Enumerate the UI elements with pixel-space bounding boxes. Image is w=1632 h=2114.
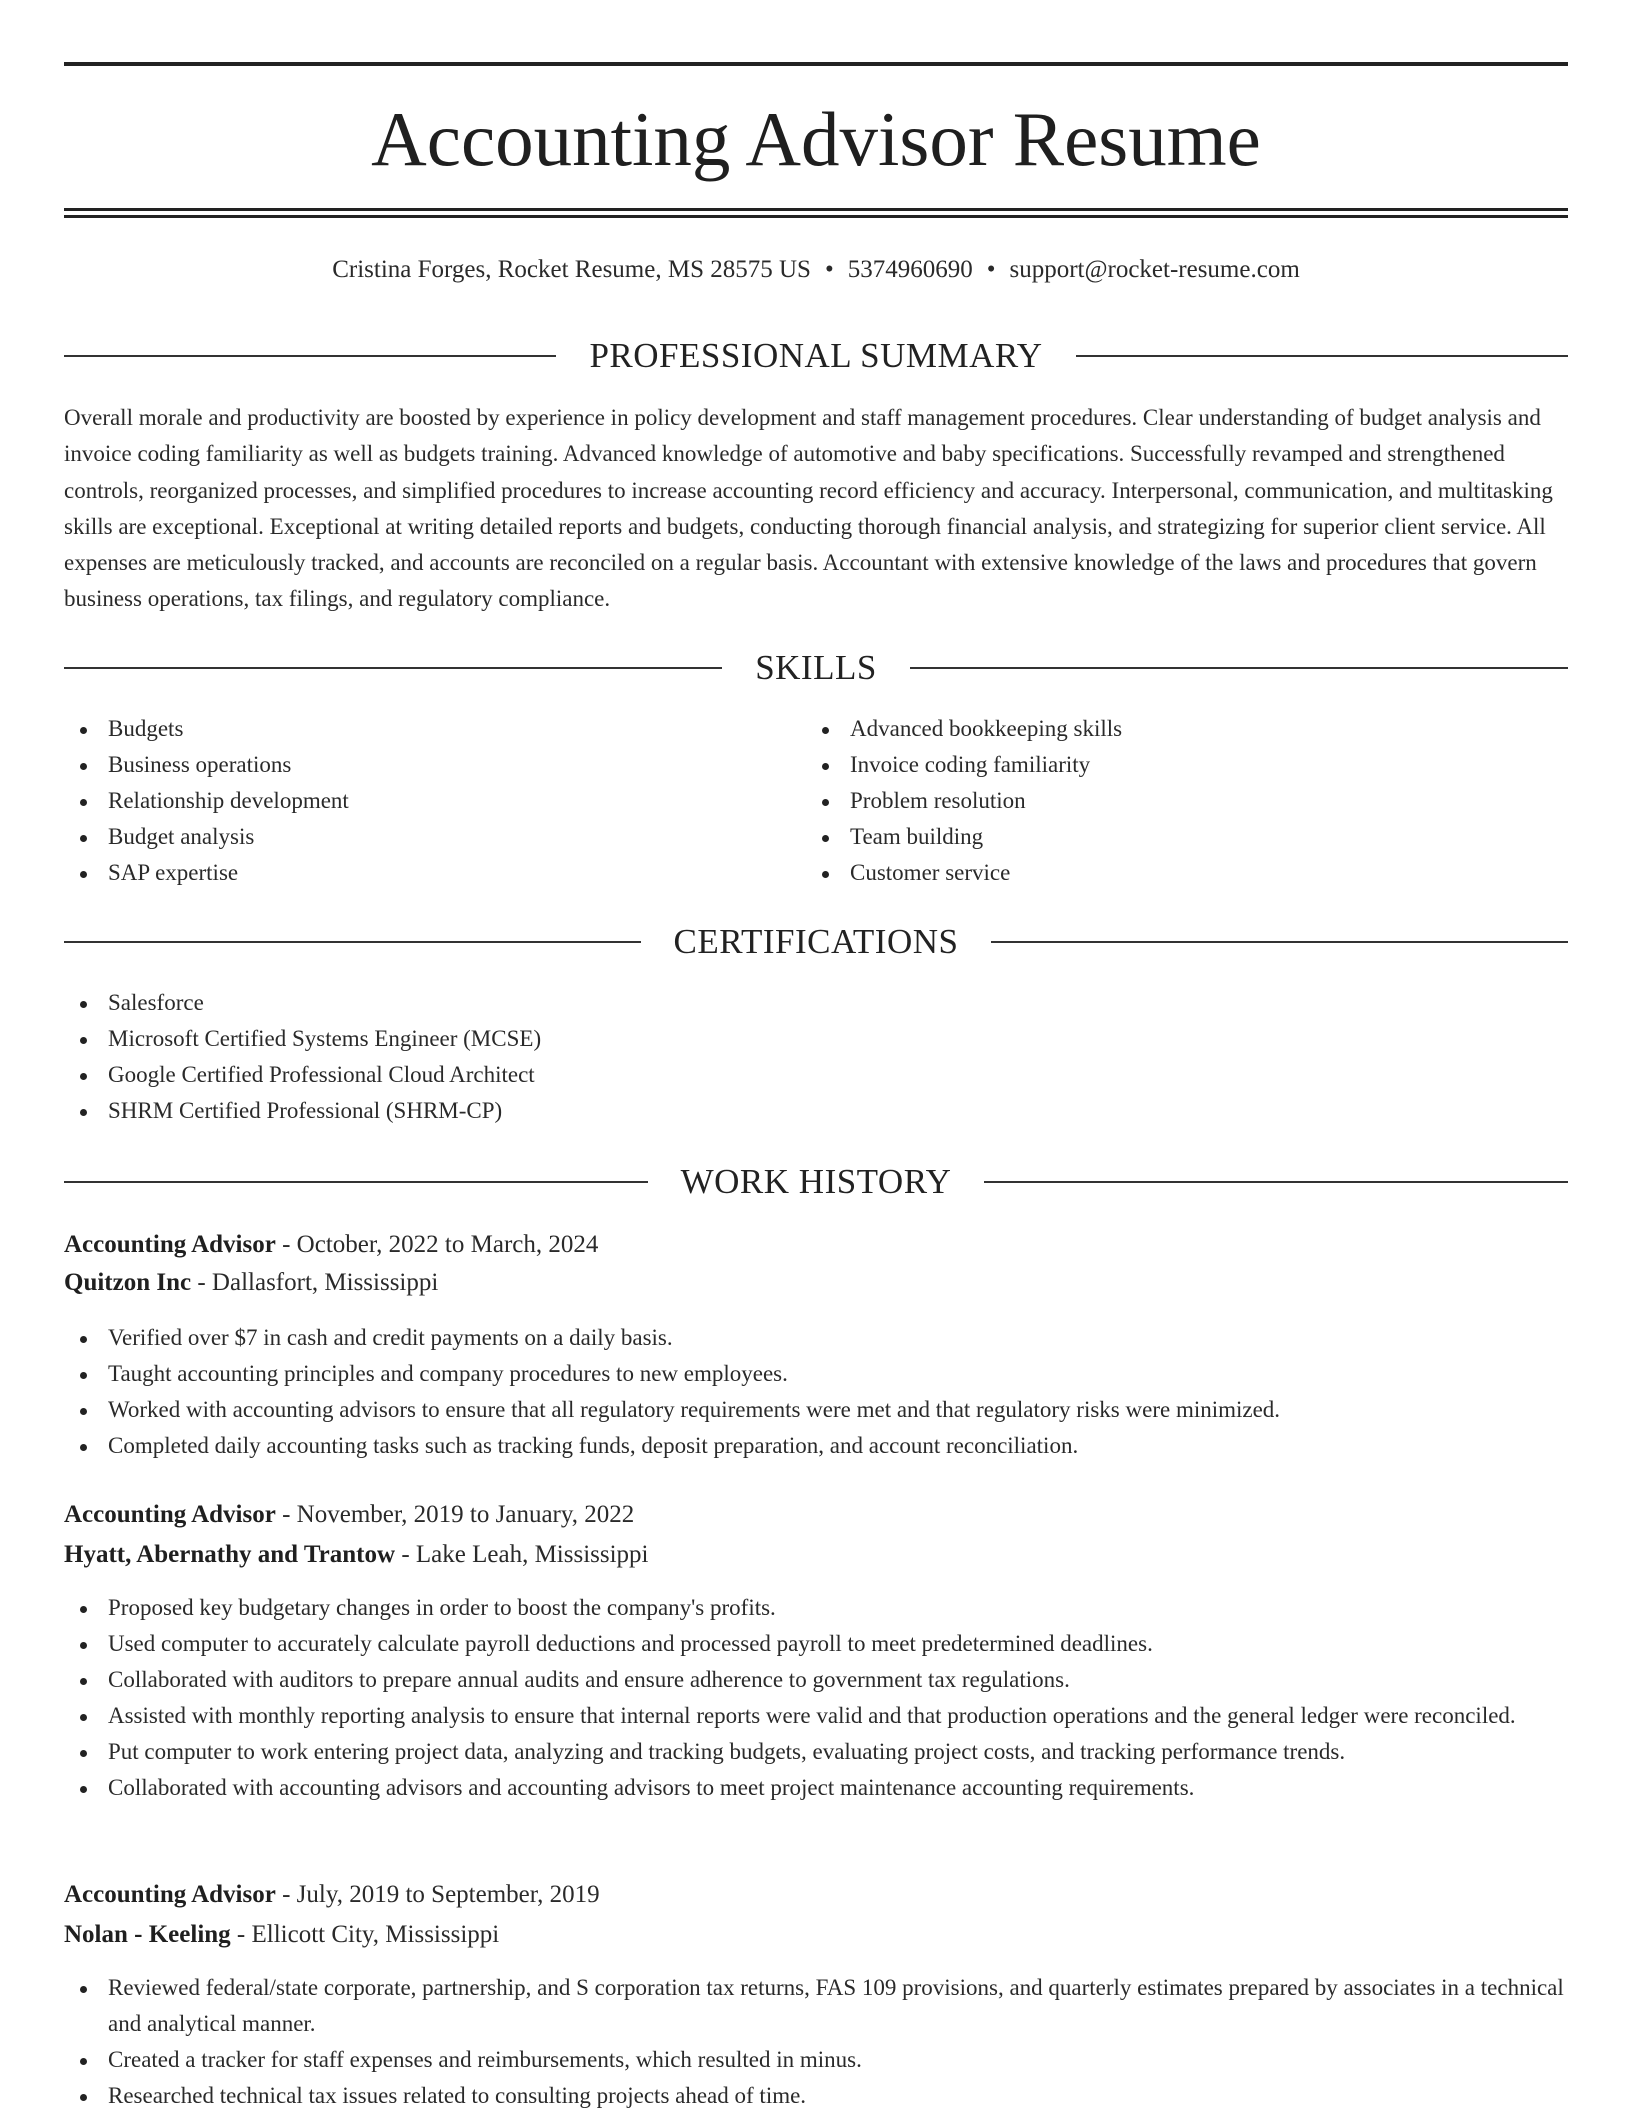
list-item: Put computer to work entering project data, analyzing and tracking budgets, evaluating project costs, and tracking performance trends. xyxy=(64,1734,1568,1770)
job-title-line xyxy=(64,1496,1568,1534)
list-item: Customer service xyxy=(806,855,1506,891)
divider-line xyxy=(64,941,641,943)
section-title: PROFESSIONAL SUMMARY xyxy=(589,336,1043,375)
list-item: Verified over $7 in cash and credit payments on a daily basis. xyxy=(64,1320,1568,1356)
divider-line xyxy=(910,667,1568,669)
section-title: SKILLS xyxy=(755,648,877,687)
section-title: WORK HISTORY xyxy=(680,1162,952,1201)
list-item: Worked with accounting advisors to ensure that all regulatory requirements were met and that regulatory risks were minimized. xyxy=(64,1392,1568,1428)
list-item: SHRM Certified Professional (SHRM-CP) xyxy=(64,1093,1568,1129)
job-title: Accounting Advisor xyxy=(64,1881,276,1908)
contact-line xyxy=(64,253,1568,287)
list-item: Google Certified Professional Cloud Architect xyxy=(64,1057,1568,1093)
job-company: Quitzon Inc xyxy=(64,1269,192,1296)
list-item: Collaborated with auditors to prepare annual audits and ensure adherence to government tax regulations. xyxy=(64,1662,1568,1698)
job-bullets xyxy=(64,1320,1568,1464)
job-location: - Lake Leah, Mississippi xyxy=(401,1541,649,1568)
list-item: Budget analysis xyxy=(64,819,764,855)
list-item: Advanced bookkeeping skills xyxy=(806,711,1506,747)
job-dates: - November, 2019 to January, 2022 xyxy=(282,1501,635,1528)
section-header-summary xyxy=(64,334,1568,378)
contact-separator: • xyxy=(824,256,834,283)
list-item: SAP expertise xyxy=(64,855,764,891)
summary-text: Overall morale and productivity are boosted by experience in policy development and staff management procedures. Clear understanding of budget analysis and invoice coding familiarity as well as budgets training. Advanced knowledge of automotive and baby specifications. Successfully revamped and strengthened controls, reorganized processes, and simplified procedures to increase accounting record efficiency and accuracy. Interpersonal, communication, and multitasking skills are exceptional. Exceptional at writing detailed reports and budgets, conducting thorough financial analysis, and strategizing for superior client service. All expenses are meticulously tracked, and accounts are reconciled on a regular basis. Accountant with extensive knowledge of the laws and procedures that govern business operations, tax filings, and regulatory compliance. xyxy=(64,405,1553,612)
list-item: Salesforce xyxy=(64,985,1568,1021)
section-header-skills xyxy=(64,646,1568,690)
job-location: - Ellicott City, Mississippi xyxy=(236,1921,500,1948)
list-item: Taught accounting principles and company procedures to new employees. xyxy=(64,1356,1568,1392)
divider-line xyxy=(984,1181,1568,1183)
title-double-rule-lower xyxy=(64,215,1568,218)
section-header-work-history xyxy=(64,1160,1568,1204)
skills-list-right xyxy=(806,711,1506,891)
job-company-line xyxy=(64,1536,1568,1574)
list-item: Microsoft Certified Systems Engineer (MCSE) xyxy=(64,1021,1568,1057)
list-item: Researched technical tax issues related to consulting projects ahead of time. xyxy=(64,2078,1568,2114)
divider-line xyxy=(64,355,556,357)
list-item: Invoice coding familiarity xyxy=(806,747,1506,783)
page-title: Accounting Advisor Resume xyxy=(371,96,1261,182)
contact-separator: • xyxy=(986,256,996,283)
list-item: Created a tracker for staff expenses and reimbursements, which resulted in minus. xyxy=(64,2042,1568,2078)
list-item: Team building xyxy=(806,819,1506,855)
list-item: Proposed key budgetary changes in order to boost the company's profits. xyxy=(64,1590,1568,1626)
contact-email[interactable]: support@rocket-resume.com xyxy=(1009,256,1300,283)
job-dates: - July, 2019 to September, 2019 xyxy=(282,1881,600,1908)
list-item: Relationship development xyxy=(64,783,764,819)
job-bullets xyxy=(64,1590,1568,1806)
list-item: Collaborated with accounting advisors and accounting advisors to meet project maintenance accounting requirements. xyxy=(64,1770,1568,1806)
section-header-certifications xyxy=(64,920,1568,964)
list-item: Completed daily accounting tasks such as tracking funds, deposit preparation, and account reconciliation. xyxy=(64,1428,1568,1464)
section-title: CERTIFICATIONS xyxy=(673,922,959,961)
divider-line xyxy=(64,1181,648,1183)
contact-address: Cristina Forges, Rocket Resume, MS 28575 US xyxy=(332,256,811,283)
job-title: Accounting Advisor xyxy=(64,1231,276,1258)
job-title: Accounting Advisor xyxy=(64,1501,276,1528)
list-item: Used computer to accurately calculate payroll deductions and processed payroll to meet predetermined deadlines. xyxy=(64,1626,1568,1662)
contact-phone[interactable]: 5374960690 xyxy=(847,256,973,283)
job-bullets xyxy=(64,1970,1568,2114)
divider-line xyxy=(991,941,1568,943)
top-rule xyxy=(64,62,1568,66)
job-company: Nolan - Keeling xyxy=(64,1921,231,1948)
job-company-line xyxy=(64,1916,1568,1954)
title-double-rule-upper xyxy=(64,208,1568,211)
divider-line xyxy=(1076,355,1568,357)
divider-line xyxy=(64,667,722,669)
job-company-line xyxy=(64,1264,1568,1302)
list-item: Budgets xyxy=(64,711,764,747)
list-item: Assisted with monthly reporting analysis to ensure that internal reports were valid and that production operations and the general ledger were reconciled. xyxy=(64,1698,1568,1734)
list-item: Problem resolution xyxy=(806,783,1506,819)
job-location: - Dallasfort, Mississippi xyxy=(197,1269,439,1296)
job-title-line xyxy=(64,1876,1568,1914)
job-title-line xyxy=(64,1226,1568,1264)
list-item: Reviewed federal/state corporate, partnership, and S corporation tax returns, FAS 109 provisions, and quarterly estimates prepared by associates in a technical and analytical manner. xyxy=(64,1970,1568,2042)
job-company: Hyatt, Abernathy and Trantow xyxy=(64,1541,396,1568)
list-item: Business operations xyxy=(64,747,764,783)
skills-list-left xyxy=(64,711,764,891)
job-dates: - October, 2022 to March, 2024 xyxy=(282,1231,599,1258)
certifications-list xyxy=(64,985,1568,1129)
